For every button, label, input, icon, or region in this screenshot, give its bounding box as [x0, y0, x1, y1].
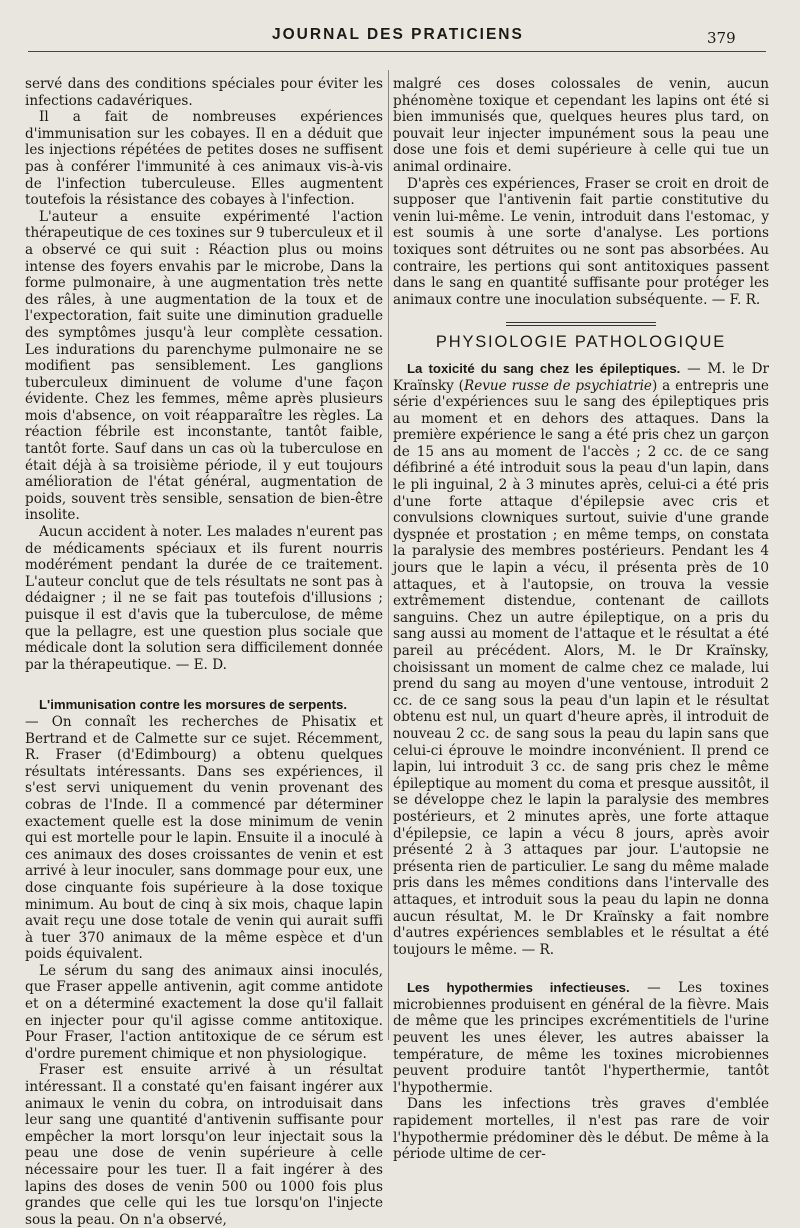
paragraph: malgré ces doses colossales de venin, aucun phénomène toxique et cependant les lapins ont été si bien immunisés que, quelques heures plus tard, on pouvait leur injecter impunément sous la peau une dose une fois et demi supérieure à celle qui tue un animal ordinaire.	[393, 76, 769, 175]
header-rule	[28, 51, 766, 52]
paragraph: Dans les infections très graves d'emblée rapidement mortelles, il n'est pas rare de voir l'hypothermie prédominer dès le début. De même à la période ultime de cer-	[393, 1096, 769, 1163]
paragraph: D'après ces expériences, Fraser se croit en droit de supposer que l'antivenin fait partie constitutive du venin lui-même. Le venin, introduit dans l'estomac, y est soumis à une sorte d'analyse. Les portions toxiques sont détruites ou ne sont pas absorbées. Au contraire, les pertions qui sont antitoxiques passent dans le sang en quantité suffisante pour protéger les animaux contre une inoculation subséquente. — F. R.	[393, 175, 769, 308]
article-intro: — M. le Dr Kraïnsky (	[393, 360, 769, 394]
article-title: La toxicité du sang chez les épileptiques.	[407, 360, 681, 376]
article-title: L'immunisation contre les morsures de serpents.	[39, 697, 348, 713]
paragraph: L'auteur a ensuite expérimenté l'action thérapeutique de ces toxines sur 9 tuberculeux et il a observé ce qui suit : Réaction plus ou moins intense des foyers envahis par le microbe, Dans la forme pulmonaire, à une augmentation très nette des râles, à une augmentation de la toux et de l'expectoration, fait suite une diminution graduelle des symptômes jusqu'à leur complète cessation. Les indurations du parenchyme pulmonaire ne se modifient pas sensiblement. Les ganglions tuberculeux diminuent de volume d'une façon évidente. Chez les femmes, même après plusieurs mois d'absence, on voit réapparaître les règles. La réaction fébrile est inconstante, tantôt faible, tantôt forte. Sauf dans un cas où la tuberculose en était déjà à sa troisième période, il y eut toujours amélioration de l'état général, augmentation de poids, souvent très sensible, sensation de bien-être insolite.	[25, 208, 383, 524]
journal-title: JOURNAL DES PRATICIENS	[272, 26, 524, 43]
article-epileptiques	[393, 361, 769, 958]
paragraph: Il a fait de nombreuses expériences d'immunisation sur les cobayes. Il en a déduit que les injections répétées de petites doses ne suffisent pas à conférer l'immunité à ces animaux vis-à-vis de l'infection tuberculeuse. Elles augmentent toutefois la résistance des cobayes à l'infection.	[25, 109, 383, 209]
article-text: — On connaît les recherches de Phisatix et Bertrand et de Calmette sur ce sujet. Récemment, R. Fraser (d'Edimbourg) a obtenu quelques résultats intéressants. Dans ses expériences, il s'est servi uniquement du venin provenant des cobras de l'Inde. Il a commencé par déterminer exactement quelle est la dose minimum de venin qui est mortelle pour le lapin. Ensuite il a inoculé à ces animaux des doses croissantes de venin et est arrivé à leur inoculer, sans dommage pour eux, une dose cinquante fois supérieure à la dose toxique minimum. Au bout de cinq à six mois, chaque lapin avait reçu une dose totale de venin qui aurait suffi à tuer 370 animaux de la même espèce et d'un poids équivalent.	[25, 713, 383, 963]
article-gap	[393, 958, 769, 980]
article-text: ) a entrepris une série d'expériences suu le sang des épileptiques pris au moment et en dehors des attaques. Dans la première expérience le sang a été pris chez un garçon de 15 ans au moment de l'accès ; 2 cc. de ce sang défibriné a été introduit sous la peau d'un lapin, dans le pli inguinal, 2 à 3 minutes après, celui-ci a été pris d'une forte attaque d'épilepsie avec cris et convulsions clowniques surtout, suivie d'une grande dyspnée et prostation ; en même temps, on constata la paralysie des membres postérieurs. Pendant les 4 jours que le lapin a vécu, il présenta près de 10 attaques, et à l'autopsie, on trouva la vessie extrêmement distendue, contenant de caillots sanguins. Chez un autre épileptique, on a pris du sang aussi au moment de l'attaque et le résultat a été pareil au précédent. Alors, M. le Dr Kraïnsky, choisissant un moment de calme chez ce malade, lui prend du sang au moyen d'une ventouse, introduit 2 cc. de ce sang sous la peau d'un lapin et le résultat obtenu est nul, un quart d'heure après, il introduit de nouveau 2 cc. de sang sous la peau du lapin sans que celui-ci éprouve le moindre inconvénient. Il prend ce lapin, lui introduit 3 cc. de sang pris chez le même épileptique au moment du coma et presque aussitôt, il se développe chez le lapin la paralysie des membres postérieurs, et 2 minutes après, une forte attaque d'épilepsie, ce lapin a vécu 8 jours, après avoir présenté 2 à 3 attaques par jour. L'autopsie ne présenta rien de particulier. Le sang du même malade pris dans les mêmes conditions dans l'intervalle des attaques, et introduit sous la peau du lapin ne donna aucun résultat, M. le Dr Kraïnsky a fait nombre d'autres expériences semblables et le résultat a été toujours le même. — R.	[393, 377, 769, 958]
paragraph: Fraser est ensuite arrivé à un résultat intéressant. Il a constaté qu'en faisant ingérer aux animaux le venin du cobra, on introduisait dans leur sang une quantité d'antivenin suffisante pour empêcher la mort lorsqu'on leur injectait sous la peau une dose de venin supérieure à celle nécessaire pour les tuer. Il a fait ingérer à des lapins des doses de venin 500 ou 1000 fois plus grandes que celle qui les tue lorsqu'on l'injecte sous la peau. On n'a observé,	[25, 1062, 383, 1228]
section-heading: PHYSIOLOGIE PATHOLOGIQUE	[435, 333, 727, 352]
article-serpents	[25, 697, 383, 963]
paragraph: Le sérum du sang des animaux ainsi inoculés, que Fraser appelle antivenin, agit comme antidote et on a déterminé exactement la dose qu'il fallait en injecter pour qu'il agisse comme antitoxique. Pour Fraser, l'action antitoxique de ce sérum est d'ordre purement chimique et non physiologique.	[25, 962, 383, 1062]
article-hypothermies	[393, 980, 769, 1096]
article-text: — Les toxines microbiennes produisent en général de la fièvre. Mais de même que les principes excrémentitiels de l'urine peuvent les unes élever, les autres abaisser la température, de même les toxines microbiennes peuvent produire tantôt l'hyperthermie, tantôt l'hypothermie.	[393, 980, 770, 1096]
paragraph: Aucun accident à noter. Les malades n'eurent pas de médicaments spéciaux et ils furent nourris modérément pendant la durée de ce traitement. L'auteur conclut que de tels résultats ne sont pas à dédaigner ; il ne se fait pas toutefois d'illusions ; puisque il est d'avis que la tuberculose, de même que la pellagre, est une question plus sociale que médicale dont la solution sera difficilement donnée par la thérapeutique. — E. D.	[25, 524, 383, 673]
left-column	[25, 76, 383, 1228]
page-number: 379	[707, 29, 736, 47]
section-rule	[506, 322, 656, 326]
article-title: Les hypothermies infectieuses.	[407, 980, 630, 996]
running-header	[0, 26, 800, 56]
right-column	[393, 76, 770, 1163]
column-divider	[388, 70, 389, 1040]
paragraph: servé dans des conditions spéciales pour éviter les infections cadavériques.	[25, 76, 383, 109]
journal-reference: Revue russe de psychiatrie	[463, 377, 652, 394]
